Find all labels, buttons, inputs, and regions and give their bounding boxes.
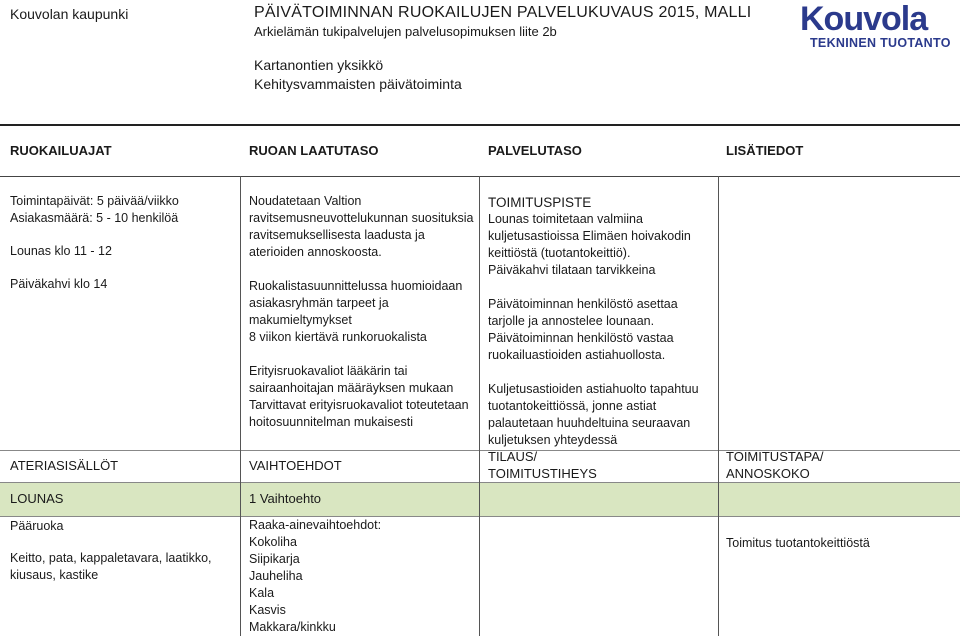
toimitustapa-label xyxy=(726,448,951,482)
divider xyxy=(0,482,960,483)
column-header-rule xyxy=(0,176,960,177)
lounas-label: LOUNAS xyxy=(10,491,64,506)
column-divider xyxy=(718,176,719,636)
kouvola-logo xyxy=(800,0,960,50)
col3-text xyxy=(488,194,713,449)
ateriasisallot-label: ATERIASISÄLLÖT xyxy=(10,458,119,473)
asiakasmaara: Asiakasmäärä: 5 - 10 henkilöä xyxy=(10,211,179,225)
laatutaso-p2: Ruokalistasuunnittelussa huomioidaan asiakasryhmän tarpeet ja makumieltymykset xyxy=(249,279,463,327)
divider xyxy=(0,516,960,517)
toimitustapa-line1: TOIMITUSTAPA/ xyxy=(726,449,824,464)
paaruoka-text: Keitto, pata, kappaletavara, laatikko, kiusaus, kastike xyxy=(10,551,212,582)
list-item: Kasvis xyxy=(249,603,286,617)
vaihtoehto-count: 1 Vaihtoehto xyxy=(249,491,322,506)
logo-subtitle: TEKNINEN TUOTANTO xyxy=(810,36,951,50)
logo-word: Kouvola xyxy=(800,0,928,38)
toimitustapa-line2: ANNOSKOKO xyxy=(726,466,810,481)
tilaus-line2: TOIMITUSTIHEYS xyxy=(488,466,597,481)
palvelutaso-p4: Kuljetusastioiden astiahuolto tapahtuu tuotantokeittiössä, jonne astiat palautetaan huuhdeltuina seuraavan kuljetuksen yhteydessä xyxy=(488,382,699,447)
toimituspiste-label: TOIMITUSPISTE xyxy=(488,195,592,210)
laatutaso-p3: 8 viikon kiertävä runkoruokalista xyxy=(249,330,427,344)
laatutaso-p1: Noudatetaan Valtion ravitsemusneuvottelukunnan suosituksia ravitsemuksellisesta laadusta ja aterioiden annoskoosta. xyxy=(249,194,474,259)
col1-info xyxy=(10,193,235,293)
vaihtoehdot-label: VAIHTOEHDOT xyxy=(249,458,342,473)
laatutaso-p4: Erityisruokavaliot lääkärin tai sairaanhoitajan määräyksen mukaan Tarvittavat erityisruokavaliot toteutetaan hoitosuunnitelman mukaisesti xyxy=(249,364,469,429)
palvelutaso-p3: Päivätoiminnan henkilöstö asettaa tarjolle ja annostelee lounaan. Päivätoiminnan henkilöstö vastaa ruokailuastioiden astiahuollosta. xyxy=(488,297,678,362)
header-rule xyxy=(0,124,960,126)
toimitus-text: Toimitus tuotantokeittiöstä xyxy=(726,536,870,550)
column-header-palvelutaso: PALVELUTASO xyxy=(488,143,582,158)
col2-text xyxy=(249,193,474,431)
list-item: Siipikarja xyxy=(249,552,300,566)
column-header-ruoan-laatutaso: RUOAN LAATUTASO xyxy=(249,143,379,158)
page-title: PÄIVÄTOIMINNAN RUOKAILUJEN PALVELUKUVAUS 2015, MALLI xyxy=(254,4,752,21)
toimintapaivat: Toimintapäivät: 5 päivää/viikko xyxy=(10,194,179,208)
column-header-lisatiedot: LISÄTIEDOT xyxy=(726,143,804,158)
paaruoka-block xyxy=(10,518,235,584)
unit-name: Kartanontien yksikkö xyxy=(254,57,384,73)
list-item: Kala xyxy=(249,586,275,600)
raaka-aine-label: Raaka-ainevaihtoehdot: xyxy=(249,518,382,532)
list-item: Kokoliha xyxy=(249,535,297,549)
page-subtitle: Arkielämän tukipalvelujen palvelusopimuksen liite 2b xyxy=(254,24,557,39)
tilaus-line1: TILAUS/ xyxy=(488,449,538,464)
tilaus-label xyxy=(488,448,713,482)
lounas-row-background xyxy=(0,482,960,516)
unit-description: Kehitysvammaisten päivätoiminta xyxy=(254,76,462,92)
list-item: Makkara/kinkku xyxy=(249,620,336,634)
column-divider xyxy=(479,176,480,636)
column-divider xyxy=(240,176,241,636)
palvelutaso-p1: Lounas toimitetaan valmiina kuljetusastioissa Elimäen hoivakodin keittiöstä (tuotantokeittiö). xyxy=(488,212,691,260)
column-header-ruokailuajat: RUOKAILUAJAT xyxy=(10,143,112,158)
paaruoka-label: Pääruoka xyxy=(10,519,64,533)
list-item: Jauheliha xyxy=(249,569,303,583)
palvelutaso-p2: Päiväkahvi tilataan tarvikkeina xyxy=(488,263,656,277)
raaka-aine-list xyxy=(249,517,474,636)
header-org: Kouvolan kaupunki xyxy=(10,6,129,22)
paivakahvi-aika: Päiväkahvi klo 14 xyxy=(10,277,108,291)
lounas-aika: Lounas klo 11 - 12 xyxy=(10,244,112,258)
